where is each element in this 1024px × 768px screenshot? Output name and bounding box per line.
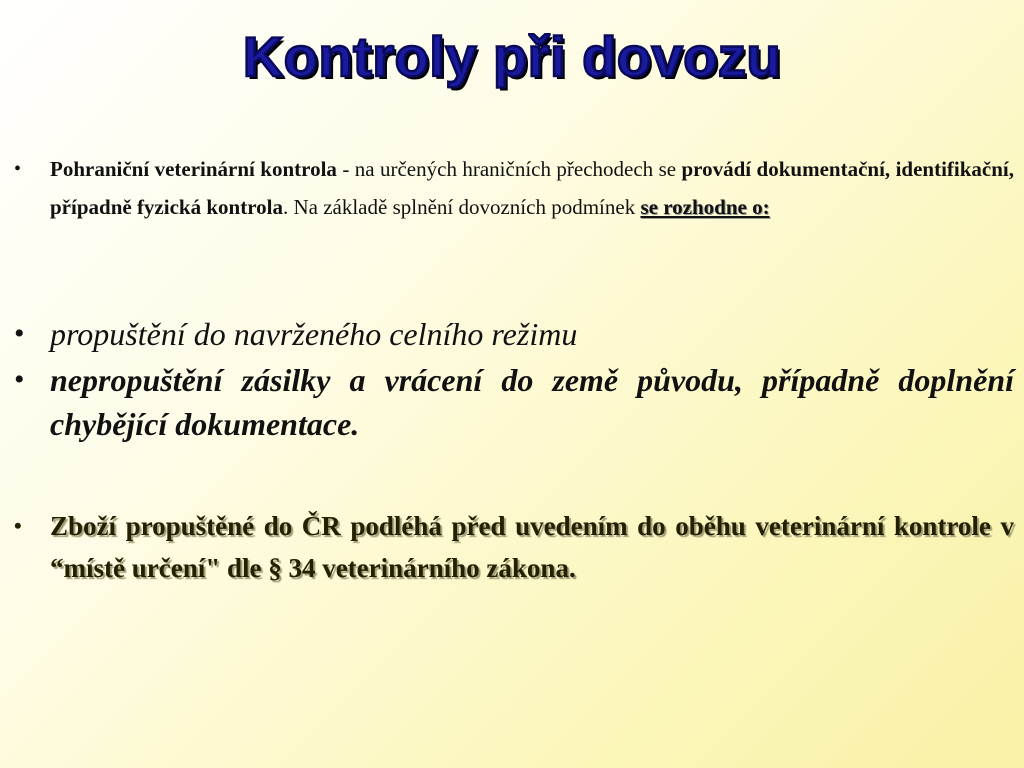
bullet-destination-control [12, 505, 1014, 589]
bullet-text: nepropuštění zásilky a vrácení do země původu, případně doplnění chybějící dokumentace. [50, 362, 1014, 442]
bullet-dot: • [14, 363, 25, 396]
bullet-dot: • [14, 158, 22, 180]
bullet-border-control [12, 150, 1014, 226]
bold-lead: Pohraniční veterinární kontrola [50, 157, 337, 181]
bullet-text: Zboží propuštěné do ČR podléhá před uvedením do oběhu veterinární kontrole v “místě určení" dle § 34 veterinárního zákona. [50, 511, 1014, 583]
bullet-release [12, 312, 1014, 356]
text-mid: - na určených hraničních přechodech se [336, 157, 682, 181]
bullet-text: propuštění do navrženého celního režimu [50, 316, 578, 352]
bullet-dot: • [14, 317, 25, 350]
bullet-dot: • [14, 513, 22, 538]
bold-mid: provádí dokumentační, identifikační, případně fyzická kontrola [50, 157, 1014, 219]
bullet-text [50, 150, 1014, 226]
decision-link[interactable]: se rozhodne o: [640, 195, 770, 219]
text-end: . Na základě splnění dovozních podmínek [282, 195, 641, 219]
bullet-rejection [12, 358, 1014, 446]
slide-title: Kontroly při dovozu [242, 25, 782, 88]
